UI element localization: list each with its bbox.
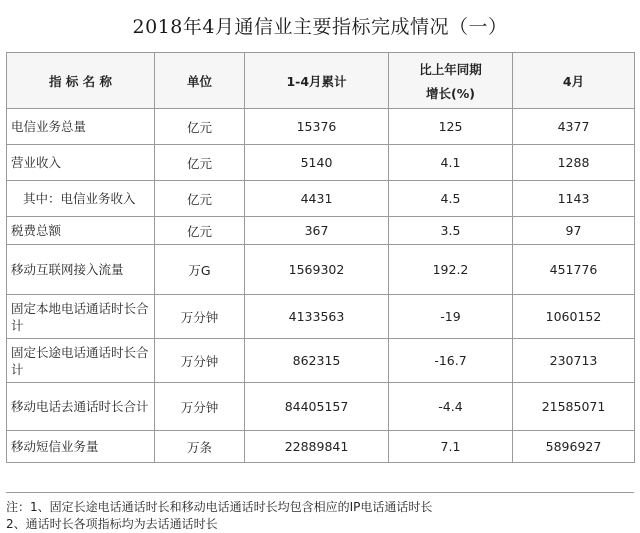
row-name: 电信业务总量 — [7, 109, 155, 145]
row-name: 营业收入 — [7, 145, 155, 181]
header-april: 4月 — [513, 53, 635, 109]
row-unit: 万分钟 — [155, 295, 245, 339]
row-growth: 125 — [389, 109, 513, 145]
table-row — [7, 339, 635, 383]
table-row — [7, 109, 635, 145]
row-unit: 万分钟 — [155, 339, 245, 383]
row-april: 1143 — [513, 181, 635, 217]
row-cumulative: 4133563 — [245, 295, 389, 339]
row-name: 移动短信业务量 — [7, 431, 155, 463]
page-title: 2018年4月通信业主要指标完成情况（一） — [132, 16, 508, 38]
table-row — [7, 145, 635, 181]
row-growth: 4.1 — [389, 145, 513, 181]
row-cumulative: 4431 — [245, 181, 389, 217]
row-cumulative: 15376 — [245, 109, 389, 145]
header-unit: 单位 — [155, 53, 245, 109]
row-unit: 亿元 — [155, 217, 245, 245]
row-unit: 万G — [155, 245, 245, 295]
row-april: 21585071 — [513, 383, 635, 431]
footnotes — [6, 492, 634, 533]
table-row — [7, 181, 635, 217]
row-unit: 万分钟 — [155, 383, 245, 431]
row-growth: -4.4 — [389, 383, 513, 431]
header-growth-bottom: 增长(%) — [426, 85, 475, 101]
header-growth — [389, 53, 513, 109]
row-cumulative: 22889841 — [245, 431, 389, 463]
row-april: 451776 — [513, 245, 635, 295]
footnote-2: 2、通话时长各项指标均为去话通话时长 — [6, 517, 218, 531]
row-cumulative: 5140 — [245, 145, 389, 181]
row-april: 1060152 — [513, 295, 635, 339]
indicator-table-wrap — [6, 52, 634, 463]
row-name: 其中：电信业务收入 — [7, 181, 155, 217]
footnote-1: 注：1、固定长途电话通话时长和移动电话通话时长均包含相应的IP电话通话时长 — [6, 500, 433, 514]
row-cumulative: 1569302 — [245, 245, 389, 295]
table-row — [7, 295, 635, 339]
indicator-table — [6, 52, 635, 463]
row-cumulative: 862315 — [245, 339, 389, 383]
table-row — [7, 245, 635, 295]
row-unit: 亿元 — [155, 181, 245, 217]
row-growth: -19 — [389, 295, 513, 339]
row-growth: 7.1 — [389, 431, 513, 463]
row-growth: 192.2 — [389, 245, 513, 295]
row-unit: 亿元 — [155, 109, 245, 145]
row-april: 5896927 — [513, 431, 635, 463]
row-growth: 4.5 — [389, 181, 513, 217]
row-name: 固定本地电话通话时长合计 — [7, 295, 155, 339]
row-name: 固定长途电话通话时长合计 — [7, 339, 155, 383]
row-april: 230713 — [513, 339, 635, 383]
table-row — [7, 431, 635, 463]
header-cumulative: 1-4月累计 — [245, 53, 389, 109]
table-row — [7, 383, 635, 431]
row-growth: -16.7 — [389, 339, 513, 383]
row-cumulative: 367 — [245, 217, 389, 245]
row-name: 移动电话去通话时长合计 — [7, 383, 155, 431]
row-name: 移动互联网接入流量 — [7, 245, 155, 295]
header-name: 指 标 名 称 — [7, 53, 155, 109]
row-april: 97 — [513, 217, 635, 245]
table-row — [7, 217, 635, 245]
row-unit: 亿元 — [155, 145, 245, 181]
row-april: 1288 — [513, 145, 635, 181]
row-name: 税费总额 — [7, 217, 155, 245]
row-april: 4377 — [513, 109, 635, 145]
table-header-row — [7, 53, 635, 109]
row-unit: 万条 — [155, 431, 245, 463]
row-growth: 3.5 — [389, 217, 513, 245]
row-cumulative: 84405157 — [245, 383, 389, 431]
header-growth-top: 比上年同期 — [419, 61, 482, 77]
